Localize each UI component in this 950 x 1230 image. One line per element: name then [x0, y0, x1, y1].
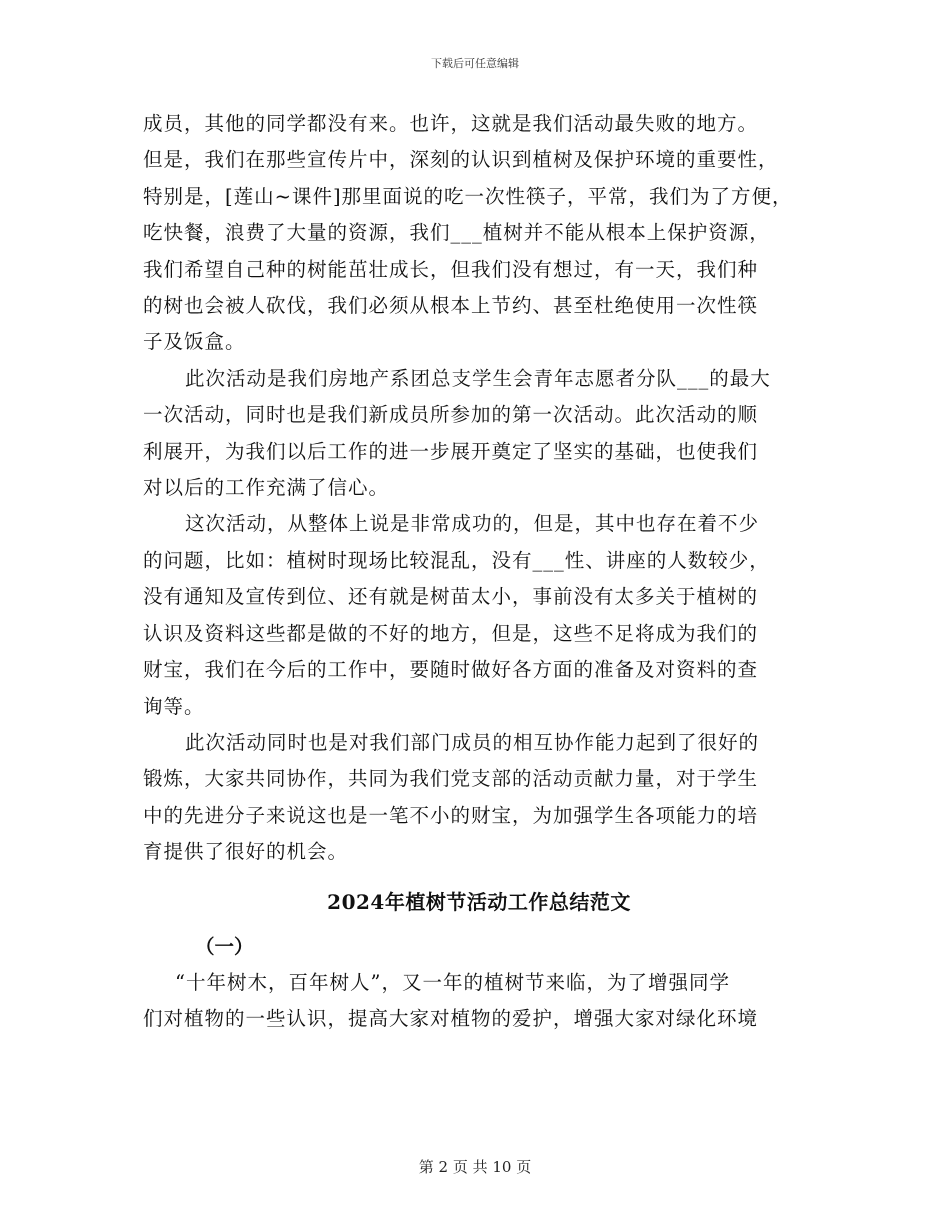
text-line: 利展开，为我们以后工作的进一步展开奠定了坚实的基础，也使我们: [143, 439, 759, 463]
paragraph-5: [143, 965, 815, 1038]
page-header: 下载后可任意编辑: [431, 57, 519, 70]
text-line: 但是，我们在那些宣传片中，深刻的认识到植树及保护环境的重要性，: [143, 148, 779, 172]
text-line: 一次活动，同时也是我们新成员所参加的第一次活动。此次活动的顺: [143, 403, 759, 427]
text-line: 吃快餐，浪费了大量的资源，我们___植树并不能从根本上保护资源，: [143, 221, 770, 245]
text-line: 子及饭盒。: [143, 330, 246, 354]
paragraph-4: [143, 725, 815, 871]
text-line: 育提供了很好的机会。: [143, 840, 349, 864]
text-line: 的树也会被人砍伐，我们必须从根本上节约、甚至杜绝使用一次性筷: [143, 294, 759, 318]
document-title: 2024年植树节活动工作总结范文: [327, 889, 631, 914]
paragraph-3: [143, 506, 815, 724]
paragraph-2: [143, 361, 815, 507]
text-line: “十年树木，百年树人”，又一年的植树节来临，为了增强同学: [175, 970, 730, 994]
text-line: 这次活动，从整体上说是非常成功的，但是，其中也存在着不少: [185, 512, 760, 536]
text-line: 锻炼，大家共同协作，共同为我们党支部的活动贡献力量，对于学生: [143, 767, 759, 791]
text-line: 我们希望自己种的树能茁壮成长，但我们没有想过，有一天，我们种: [143, 257, 759, 281]
text-line: 对以后的工作充满了信心。: [143, 476, 390, 500]
text-line: 此次活动是我们房地产系团总支学生会青年志愿者分队___的最大: [185, 366, 771, 390]
text-line: 此次活动同时也是对我们部门成员的相互协作能力起到了很好的: [185, 730, 760, 754]
text-line: 们对植物的一些认识，提高大家对植物的爱护，增强大家对绿化环境: [143, 1006, 759, 1030]
text-line: 认识及资料这些都是做的不好的地方，但是，这些不足将成为我们的: [143, 621, 759, 645]
text-line: 没有通知及宣传到位、还有就是树苗太小，事前没有太多关于植树的: [143, 585, 759, 609]
text-line: 财宝，我们在今后的工作中，要随时做好各方面的准备及对资料的查: [143, 658, 759, 682]
page-footer: 第 2 页 共 10 页: [418, 1158, 532, 1176]
text-line: 询等。: [143, 694, 205, 718]
document-body: [143, 106, 815, 1037]
text-line: 特别是，[莲山~课件]那里面说的吃一次性筷子，平常，我们为了方便，: [143, 184, 793, 208]
section-label: （一）: [195, 934, 254, 958]
text-line: 中的先进分子来说这也是一笔不小的财宝，为加强学生各项能力的培: [143, 803, 759, 827]
text-line: 成员，其他的同学都没有来。也许，这就是我们活动最失败的地方。: [143, 112, 759, 135]
text-line: 的问题，比如：植树时现场比较混乱，没有___性、讲座的人数较少，: [143, 548, 770, 572]
paragraph-1: [143, 106, 815, 361]
